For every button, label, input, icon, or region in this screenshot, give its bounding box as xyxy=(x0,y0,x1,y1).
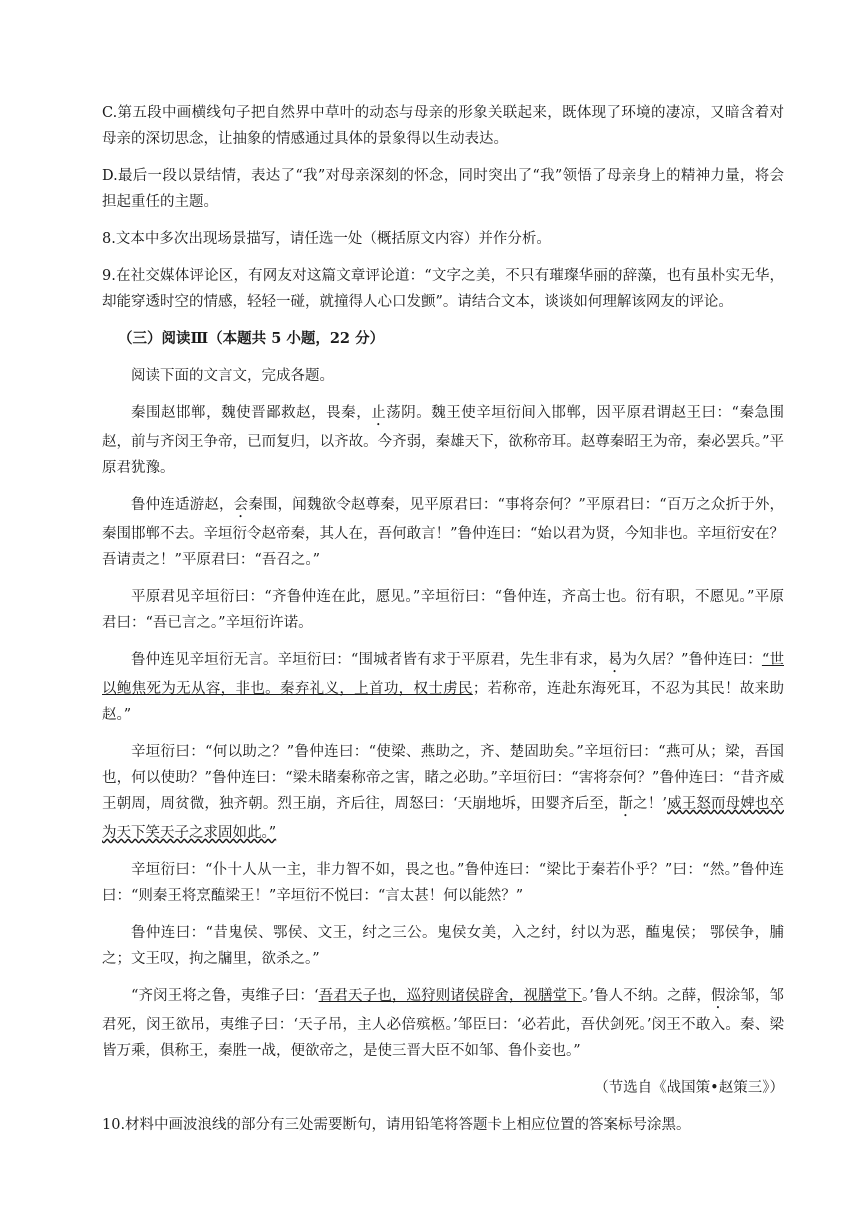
underlined-sentence: 吾君天子也，巡狩则诸侯辟舍，视膳堂下 xyxy=(318,988,582,1004)
text-span: 鲁仲连见辛垣衍无言。辛垣衍曰：“围城者皆有求于平原君，先生非有求， xyxy=(131,652,608,668)
emphasis-char: 止 xyxy=(371,405,387,421)
passage-paragraph-1 xyxy=(102,400,784,481)
passage-paragraph-8 xyxy=(102,983,784,1064)
text-span: 荡阴。魏王使辛垣衍间入邯郸，因平原君谓赵王曰：“秦急围赵，前与齐闵王争帝，已而复归，以齐故。今齐弱，秦雄天下，欲称帝耳。赵尊秦昭王为帝，秦必罢兵。”平原君犹豫。 xyxy=(102,405,784,476)
passage-paragraph-5 xyxy=(102,739,784,846)
text-span: 为久居？”鲁仲连曰： xyxy=(622,652,762,668)
source-citation: （节选自《战国策•赵策三》） xyxy=(594,1080,784,1096)
underlined-sentence: “世以鲍焦死为无从容，非也。秦弃礼义，上首功，权士虏民 xyxy=(102,652,784,697)
question-10: 10.材料中画波浪线的部分有三处需要断句，请用铅笔将答题卡上相应位置的答案标号涂黑。 xyxy=(102,1117,691,1133)
section-heading: （三）阅读Ⅲ（本题共 5 小题，22 分） xyxy=(118,330,385,347)
question-9: 9.在社交媒体评论区，有网友对这篇文章评论道：“文字之美，不只有璀璨华丽的辞藻，也有虽朴实无华，却能穿透时空的情感，轻轻一碰，就撞得人心口发颤”。请结合文本，谈谈如何理解该网友的评论。 xyxy=(102,268,784,310)
text-span: “齐闵王将之鲁，夷维子曰：‘ xyxy=(131,988,319,1004)
option-c: C.第五段中画横线句子把自然界中草叶的动态与母亲的形象关联起来，既体现了环境的凄凉，又暗含着对母亲的深切思念，让抽象的情感通过具体的景象得以生动表达。 xyxy=(102,105,784,147)
emphasis-char: 斮 xyxy=(618,796,634,812)
text-span: 。’鲁人不纳。之薛， xyxy=(581,988,712,1004)
passage-paragraph-6: 辛垣衍曰：“仆十人从一主，非力智不如，畏之也。”鲁仲连曰：“梁比于秦若仆乎？”曰：“然。”鲁仲连曰：“则秦王将烹醢梁王！”辛垣衍不悦曰：“言太甚！何以能然？” xyxy=(102,862,784,904)
emphasis-char: 假 xyxy=(711,988,726,1004)
text-span: ；若称帝，连赴东海死耳，不忍为其民！故来助赵。” xyxy=(102,681,785,723)
instruction: 阅读下面的文言文，完成各题。 xyxy=(131,368,334,384)
passage-paragraph-2 xyxy=(102,492,784,573)
emphasis-char: 曷 xyxy=(607,652,623,668)
text-span: 秦围赵邯郸，魏使晋鄙救赵，畏秦， xyxy=(131,405,372,421)
text-span: 之！’ xyxy=(633,796,668,812)
text-span: 涂邹，邹君死，闵王欲吊，夷维子曰：‘天子吊，主人必倍殡柩。’邹臣曰：‘必若此，吾伏剑死。’闵王不敢入。秦、梁皆万乘，俱称王，秦胜一战，便欲帝之，是使三晋大臣不如邹、鲁仆妾也。” xyxy=(102,988,785,1059)
passage-paragraph-7: 鲁仲连曰：“昔鬼侯、鄂侯、文王，纣之三公。鬼侯女美，入之纣，纣以为恶，醢鬼侯； 鄂侯争，脯之；文王叹，拘之牖里，欲杀之。” xyxy=(102,925,784,967)
passage-paragraph-4 xyxy=(102,647,784,728)
emphasis-char: 会 xyxy=(233,497,249,513)
text-span: 秦围，闻魏欲令赵尊秦，见平原君曰：“事将奈何？”平原君曰：“百万之众折于外，秦围邯郸不去。辛垣衍令赵帝秦，其人在，吾何敢言！”鲁仲连曰：“始以君为贤，今知非也。辛垣衍安在？吾请责之！”平原君曰：“吾召之。” xyxy=(102,497,785,568)
text-span: 鲁仲连适游赵， xyxy=(131,497,234,513)
question-8: 8.文本中多次出现场景描写，请任选一处（概括原文内容）并作分析。 xyxy=(102,231,551,247)
passage-paragraph-3: 平原君见辛垣衍曰：“齐鲁仲连在此，愿见。”辛垣衍曰：“鲁仲连，齐高士也。衍有职，不愿见。”平原君曰：“吾已言之。”辛垣衍许诺。 xyxy=(102,589,784,631)
wavy-underlined-sentence: 威王怒而母婢也卒为天下笑天子之求固如此。” xyxy=(102,796,785,841)
text-span: 辛垣衍曰：“何以助之？”鲁仲连曰：“使梁、燕助之，齐、楚固助矣。”辛垣衍曰：“燕可从；梁，吾国也，何以使助？”鲁仲连曰：“梁未睹秦称帝之害，睹之必助。”辛垣衍曰：“害将奈何？”鲁仲连曰：“昔齐威王朝周，周贫微，独齐朝。烈王崩，齐后往，周怒曰：‘天崩地坼，田婴齐后至， xyxy=(102,744,784,812)
option-d: D.最后一段以景结情，表达了“我”对母亲深刻的怀念，同时突出了“我”领悟了母亲身上的精神力量，将会担起重任的主题。 xyxy=(102,168,784,210)
